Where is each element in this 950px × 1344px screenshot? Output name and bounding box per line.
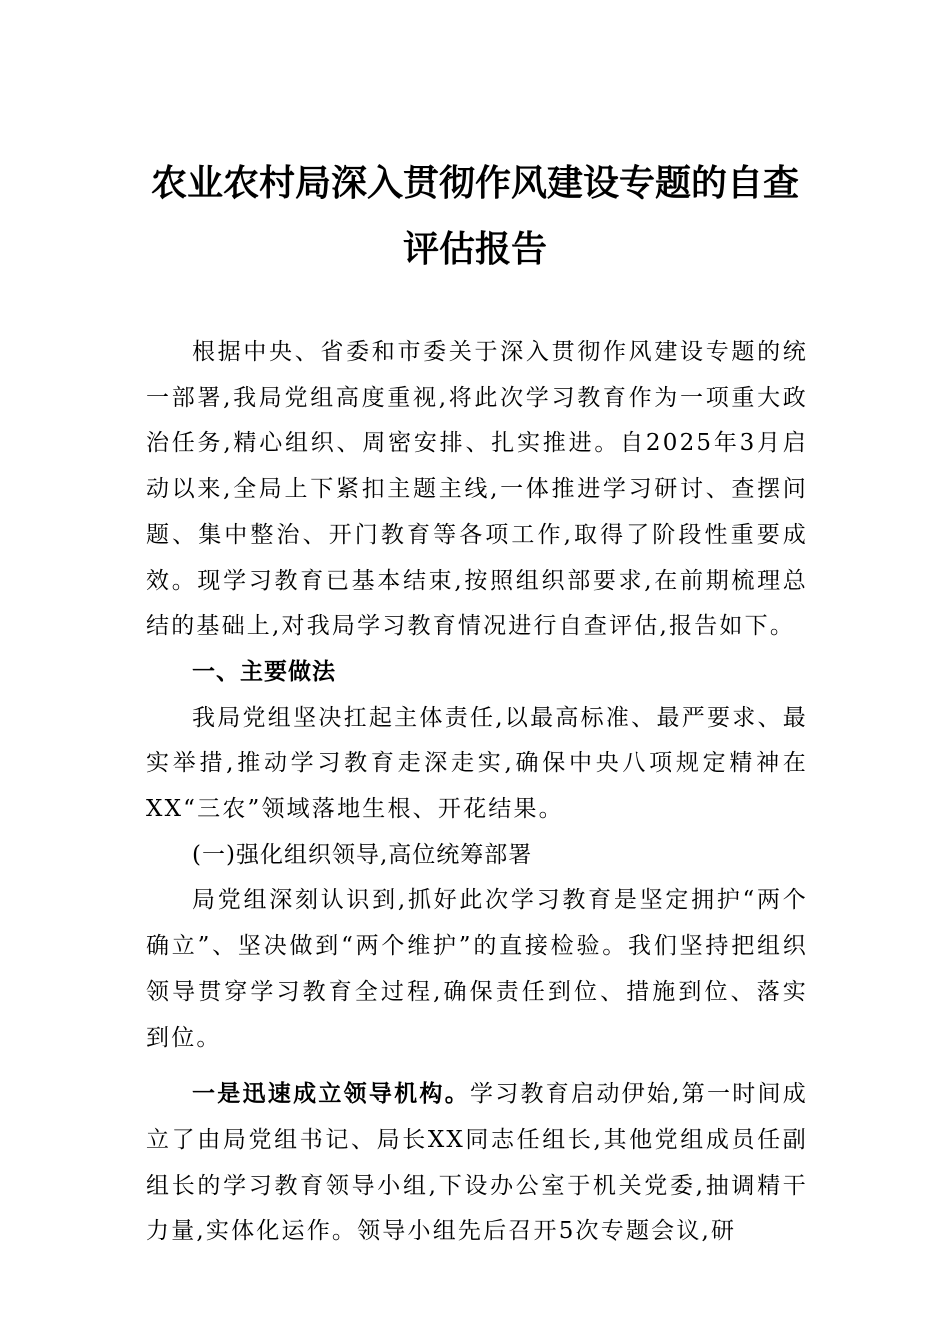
point-lead: 一是迅速成立领导机构。	[192, 1080, 470, 1108]
section-heading: 一、主要做法	[192, 658, 336, 685]
intro-paragraph: 根据中央、省委和市委关于深入贯彻作风建设专题的统一部署,我局党组高度重视,将此次学习教育作为一项重大政治任务,精心组织、周密安排、扎实推进。自2025年3月启动以来,全局上下紧扣主题主线,一体推进学习研讨、查摆问题、集中整治、开门教育等各项工作,取得了阶段性重要成效。现学习教育已基本结束,按照组织部要求,在前期梳理总结的基础上,对我局学习教育情况进行自查评估,报告如下。	[146, 339, 808, 640]
subsection-intro-paragraph: 局党组深刻认识到,抓好此次学习教育是坚定拥护“两个确立”、坚决做到“两个维护”的直接检验。我们坚持把组织领导贯穿学习教育全过程,确保责任到位、措施到位、落实到位。	[146, 887, 808, 1051]
title-line-1: 农业农村局深入贯彻作风建设专题的自查	[150, 162, 799, 204]
subsection-heading: (一)强化组织领导,高位统筹部署	[192, 841, 533, 868]
point-text: 学习教育启动伊始,第一时间成立了由局党组书记、局长XX同志任组长,其他党组成员任副组长的学习教育领导小组,下设办公室于机关党委,抽调精干力量,实体化运作。领导小组先后召开5次专题会议,研	[146, 1081, 808, 1245]
title-line-2: 评估报告	[402, 228, 547, 270]
section-intro-paragraph: 我局党组坚决扛起主体责任,以最高标准、最严要求、最实举措,推动学习教育走深走实,确保中央八项规定精神在XX“三农”领域落地生根、开花结果。	[146, 704, 808, 823]
point-paragraph	[146, 1071, 808, 1255]
document-body	[146, 330, 808, 1255]
document-title	[140, 150, 810, 282]
